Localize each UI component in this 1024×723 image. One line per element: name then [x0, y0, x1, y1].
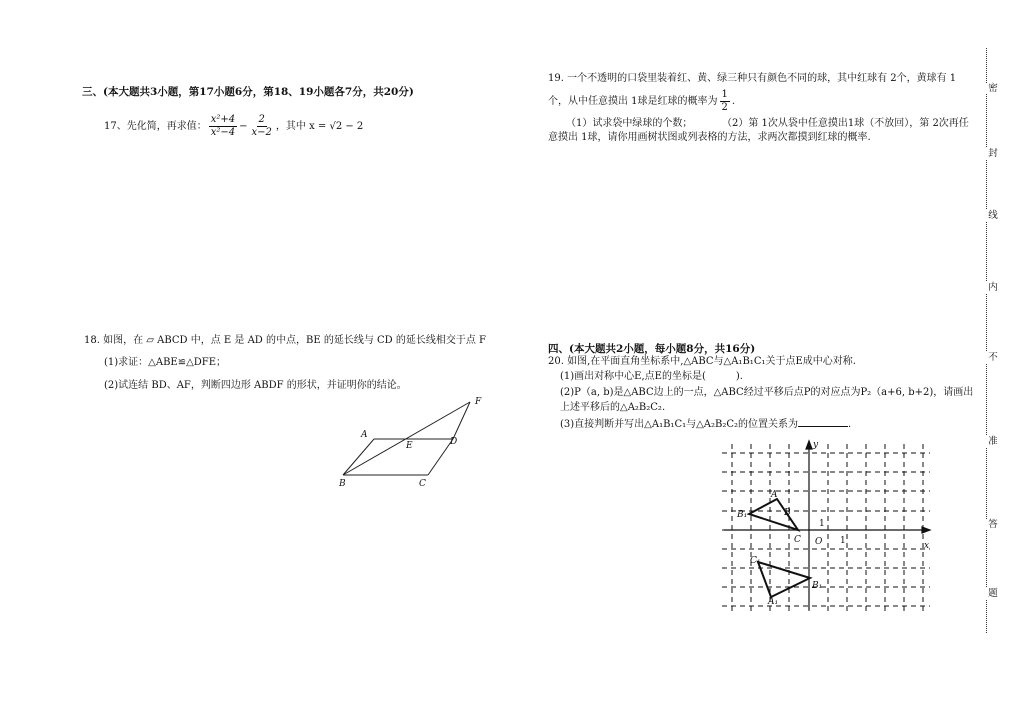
fig-label-f: F — [475, 397, 482, 407]
coordinate-grid-figure — [716, 438, 946, 616]
q19-probability — [720, 89, 730, 114]
binding-char: 封 — [985, 148, 1001, 159]
binding-char: 线 — [985, 210, 1001, 221]
parallelogram-figure — [330, 392, 500, 492]
q19-prob-numerator: 1 — [721, 89, 728, 100]
triangle-abc — [749, 499, 798, 530]
vertex-c-label: C — [794, 535, 801, 545]
vertex-b1-label: B₁ — [737, 510, 748, 520]
binding-line — [986, 48, 1001, 633]
q20-answer-blank[interactable] — [798, 417, 848, 427]
question-19-line2 — [548, 89, 735, 114]
vertex-b-label: B — [784, 508, 791, 518]
q20-part3-text: (3)直接判断并写出△A₁B₁C₁与△A₂B₂C₂的位置关系为 — [560, 419, 799, 430]
vertex-b1-label-2: B₁ — [812, 581, 823, 591]
q17-suffix: ，其中 x = √2 − 2 — [275, 120, 364, 132]
fig-label-d: D — [450, 437, 458, 447]
question-20-part2a: (2)P（a, b)是△ABC边上的一点，△ABC经过平移后点P的对应点为P₂（a+6, b+2)，请画出 — [560, 387, 974, 398]
question-20-part1: (1)画出对称中心E,点E的坐标是( ). — [560, 371, 743, 382]
question-19-part2b: 意摸出 1球，请你用画树状图或列表格的方法，求两次都摸到红球的概率. — [548, 132, 871, 143]
fig-label-c: C — [419, 479, 426, 489]
q17-fraction-1 — [209, 114, 237, 139]
binding-char: 题 — [985, 588, 1001, 599]
section4-header: 四、(本大题共2小题，每小题8分，共16分) — [548, 343, 756, 355]
binding-char: 准 — [985, 436, 1001, 447]
y-axis-label: y — [813, 440, 819, 450]
question-20-part3 — [560, 417, 851, 432]
question-20-part2b: 上述平移后的△A₂B₂C₂. — [560, 402, 666, 413]
question-19-part1: （1）试求袋中绿球的个数； — [566, 118, 693, 129]
triangle-a1b1c1 — [758, 562, 810, 597]
q20-part3-end: . — [848, 419, 852, 430]
fig-label-e: E — [406, 441, 413, 451]
vertex-a1-label: A₁ — [768, 597, 779, 607]
question-18-part2: (2)试连结 BD、AF，判断四边形 ABDF 的形状，并证明你的结论。 — [104, 380, 407, 391]
q17-f1-numerator: x²+4 — [210, 114, 236, 125]
q19-line2-pre: 个，从中任意摸出 1球是红球的概率为 — [548, 96, 718, 107]
q19-line2-post: . — [731, 96, 736, 107]
question-19-part2a: （2）第 1次从袋中任意摸出1球（不放回），第 2次再任 — [722, 118, 969, 129]
question-20-stem: 20. 如图,在平面直角坐标系中,△ABC与△A₁B₁C₁关于点E成中心对称. — [548, 356, 856, 367]
x-axis-label: x — [924, 541, 930, 551]
y-axis-arrow — [806, 441, 812, 449]
vertex-c1-label: C₁ — [750, 556, 761, 566]
section3-header: 三、(本大题共3小题，第17小题6分，第18、19小题各7分，共20分) — [82, 86, 414, 98]
binding-char: 答 — [985, 519, 1001, 530]
origin-label: O — [815, 537, 823, 547]
q17-fraction-2 — [250, 114, 274, 139]
q17-prefix: 17、先化简，再求值： — [104, 120, 207, 132]
binding-char: 密 — [985, 83, 1001, 94]
fig-label-a: A — [361, 430, 368, 440]
x-axis-arrow — [922, 527, 930, 533]
y-unit-label: 1 — [819, 519, 825, 529]
q17-minus: − — [239, 120, 248, 132]
x-unit-label: 1 — [840, 536, 846, 546]
question-18-stem: 18. 如图，在 ▱ ABCD 中，点 E 是 AD 的中点，BE 的延长线与 CD 的延长线相交于点 F — [84, 335, 486, 346]
question-19-line1: 19. 一个不透明的口袋里装着红、黄、绿三种只有颜色不同的球，其中红球有 2个，黄球有 1 — [548, 73, 957, 84]
binding-char: 内 — [985, 282, 1001, 293]
fig-label-b: B — [339, 479, 346, 489]
vertex-a-label: A — [771, 490, 778, 500]
q19-prob-denominator: 2 — [721, 102, 728, 113]
binding-char: 不 — [985, 352, 1001, 363]
question-17 — [104, 114, 363, 139]
q17-f1-denominator: x²−4 — [210, 127, 236, 138]
q17-f2-numerator: 2 — [258, 114, 265, 125]
question-18-part1: (1)求证：△ABE≌△DFE； — [104, 357, 227, 368]
q17-f2-denominator: x−2 — [251, 127, 272, 138]
